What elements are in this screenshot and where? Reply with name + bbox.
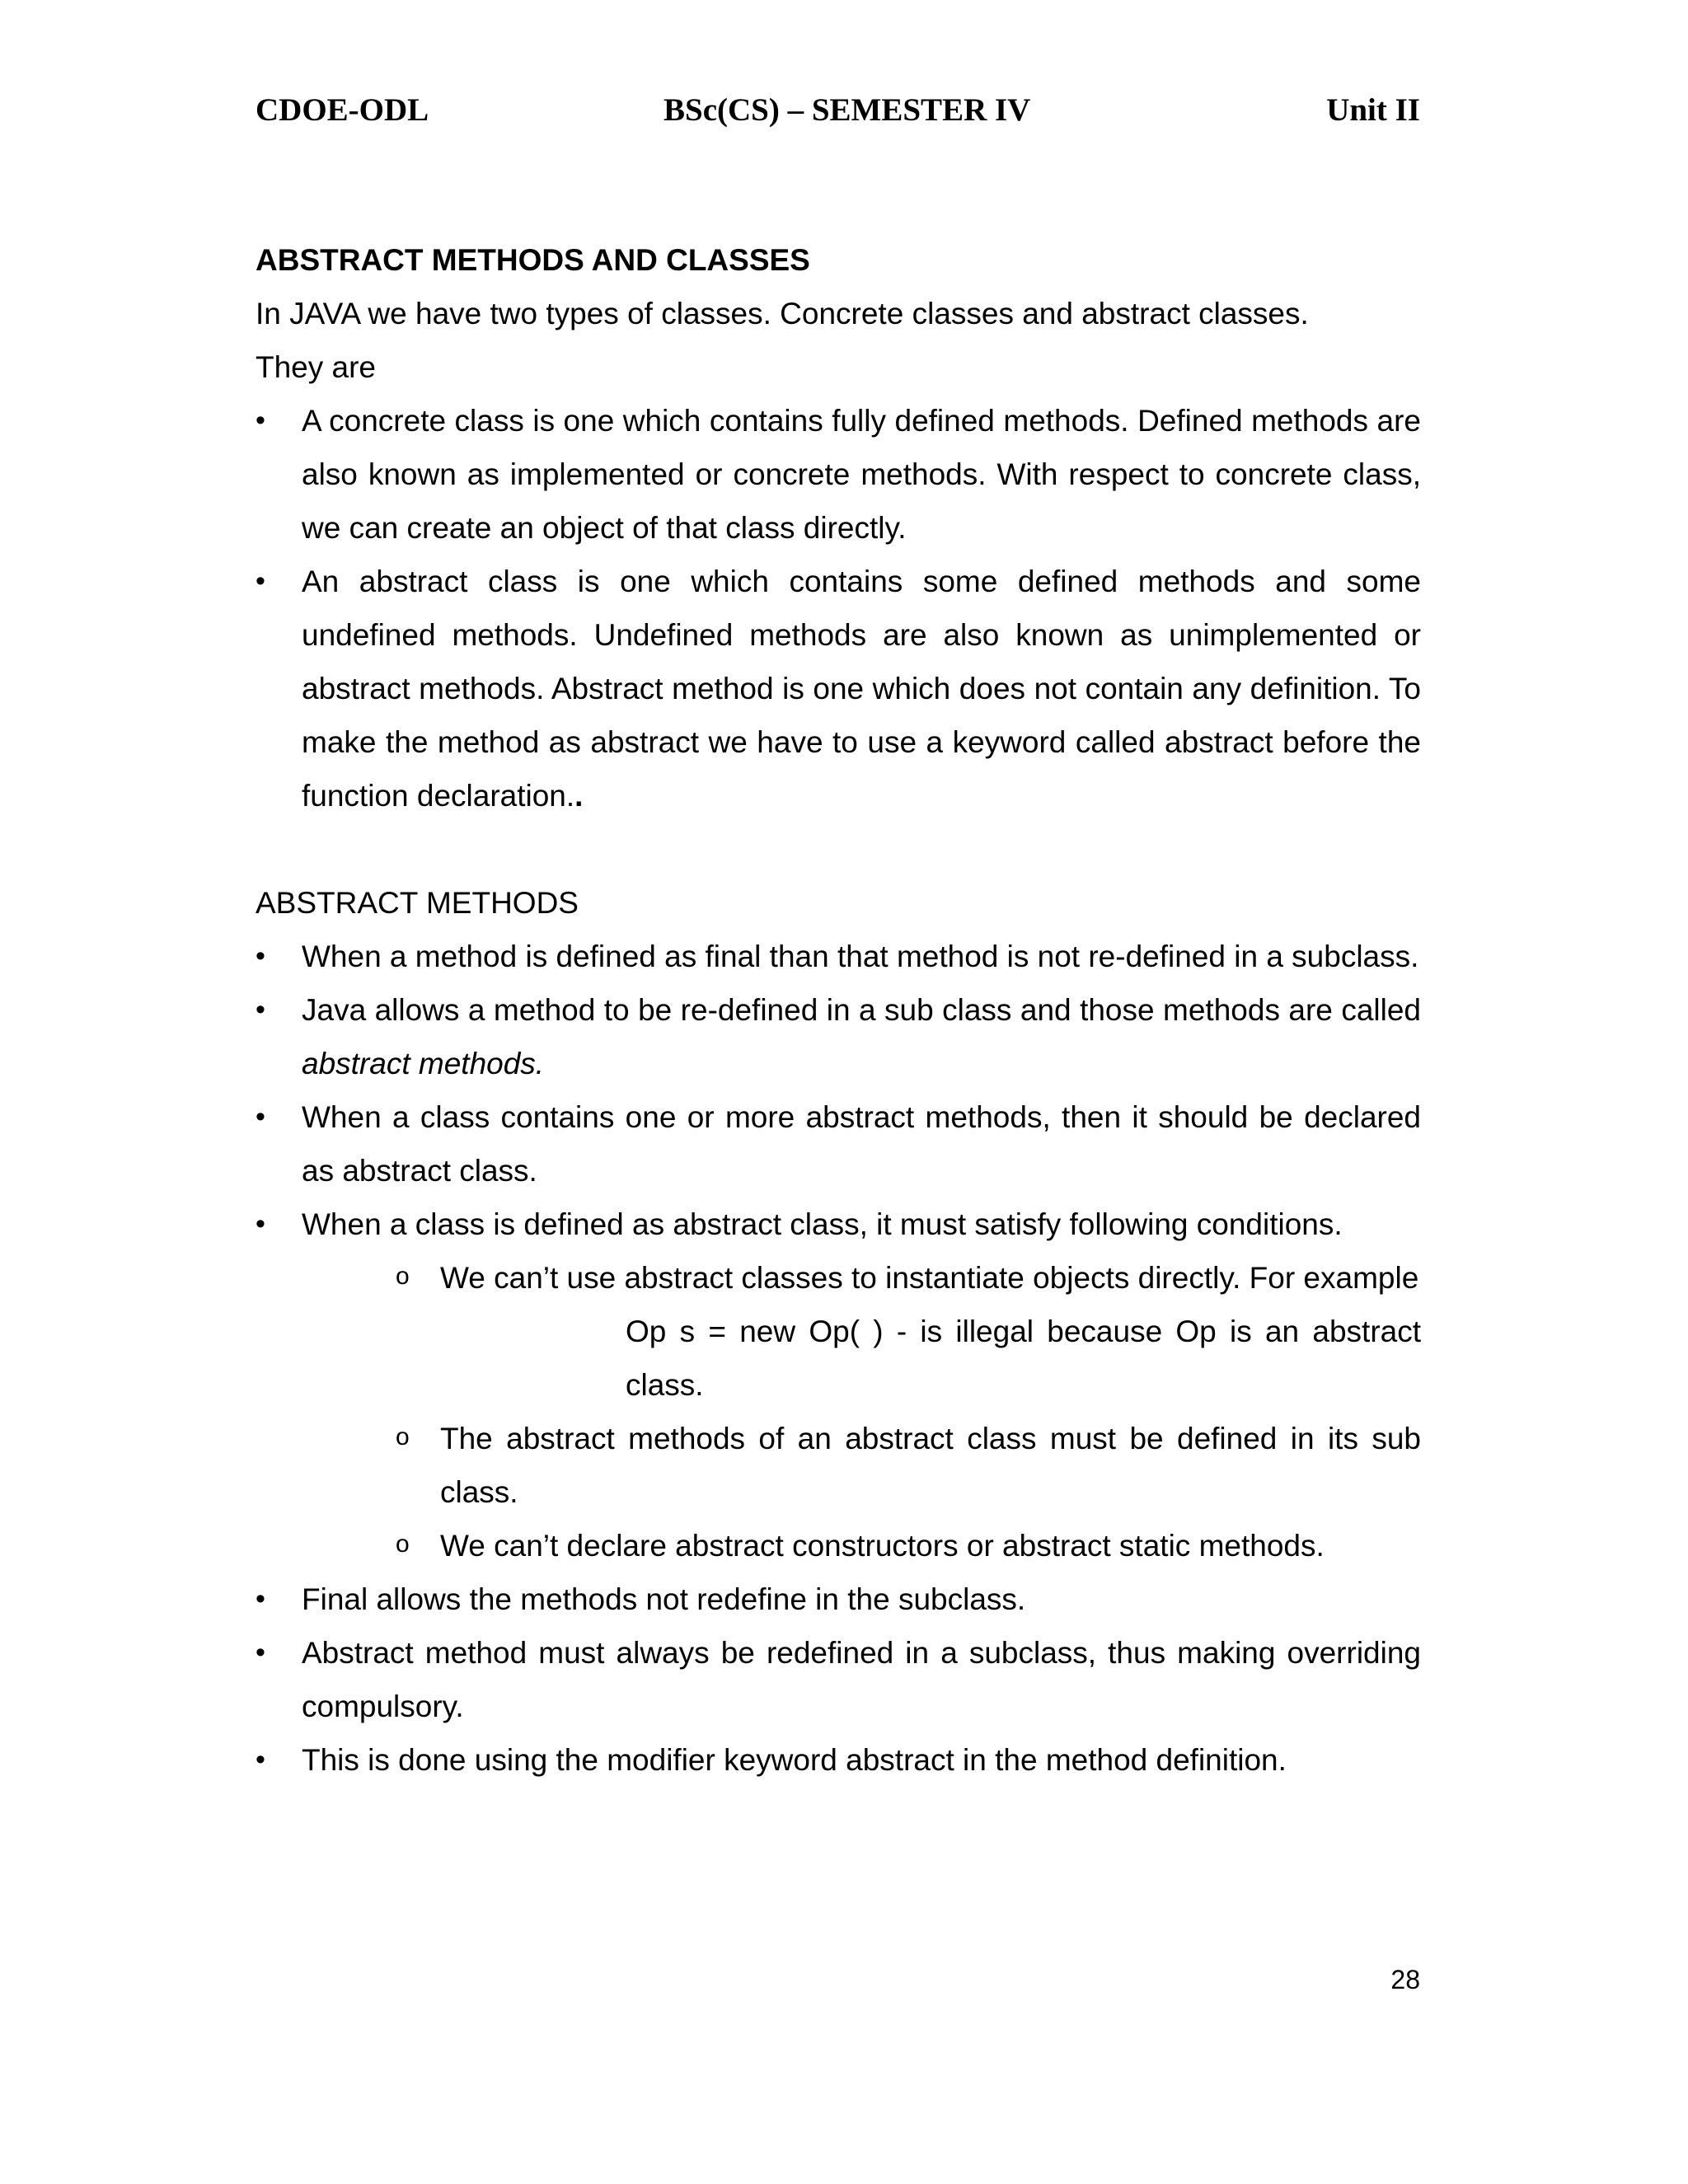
- list-item: [256, 930, 1421, 983]
- page-number: 28: [1390, 1965, 1420, 1994]
- paragraph-gap: [256, 823, 1421, 876]
- page-body: [256, 233, 1421, 1787]
- bullet-text: A concrete class is one which contains fully defined methods. Defined methods are also known as implemented or concrete methods. With respect to concrete class, we can create an object of that class directly.: [302, 404, 1421, 545]
- bullet-text: Final allows the methods not redefine in the subclass.: [302, 1582, 1026, 1616]
- sub-list-item: [302, 1519, 1421, 1572]
- conditions-sublist: [302, 1251, 1421, 1572]
- bullet-text: Java allows a method to be re-defined in a sub class and those methods are called: [302, 993, 1421, 1027]
- list-item: [256, 1572, 1421, 1626]
- header-course: BSc(CS) – SEMESTER IV: [663, 92, 1031, 128]
- sub-bullet-text: The abstract methods of an abstract class must be defined in its sub class.: [440, 1422, 1421, 1509]
- sub-list-item: [302, 1251, 1421, 1412]
- sub-list-item: [302, 1412, 1421, 1519]
- code-example: Op s = new Op( ) - is illegal because Op is an abstract class.: [626, 1315, 1421, 1402]
- bullet-text: This is done using the modifier keyword abstract in the method definition.: [302, 1743, 1287, 1777]
- header-unit: Unit II: [1326, 92, 1420, 128]
- header-institution: CDOE-ODL: [256, 92, 429, 128]
- list-item: [256, 1090, 1421, 1197]
- list-item: [256, 983, 1421, 1090]
- list-item: [256, 1197, 1421, 1572]
- list-item: [256, 1626, 1421, 1733]
- bullet-text: When a method is defined as final than that method is not re-defined in a subclass.: [302, 940, 1419, 973]
- list-item: [256, 555, 1421, 823]
- section-title-abstract-methods-and-classes: ABSTRACT METHODS AND CLASSES: [256, 243, 810, 277]
- bullet-text: Abstract method must always be redefined in a subclass, thus making overriding compulsory.: [302, 1636, 1421, 1723]
- bullet-text: When a class contains one or more abstract methods, then it should be declared as abstract class.: [302, 1100, 1421, 1188]
- bullet-end-period: .: [574, 779, 584, 813]
- bullet-text: When a class is defined as abstract class, it must satisfy following conditions.: [302, 1207, 1343, 1241]
- sub-bullet-text: We can’t declare abstract constructors or abstract static methods.: [440, 1529, 1325, 1563]
- abstract-methods-list: [256, 930, 1421, 1787]
- bullet-text: An abstract class is one which contains some defined methods and some undefined methods. Undefined methods are also known as unimplemented or abstract methods. Abstract method is one which does not contain any definition. To make the method as abstract we have to use a keyword called abstract before the function declaration.: [302, 565, 1421, 813]
- class-types-list: [256, 394, 1421, 823]
- intro-paragraph: In JAVA we have two types of classes. Concrete classes and abstract classes.: [256, 297, 1309, 330]
- section-title-abstract-methods: ABSTRACT METHODS: [256, 886, 579, 920]
- bullet-emphasis: abstract methods.: [302, 1047, 545, 1080]
- sub-bullet-text: We can’t use abstract classes to instantiate objects directly. For example: [440, 1261, 1419, 1295]
- lead-text: They are: [256, 350, 377, 384]
- list-item: [256, 394, 1421, 555]
- list-item: [256, 1733, 1421, 1787]
